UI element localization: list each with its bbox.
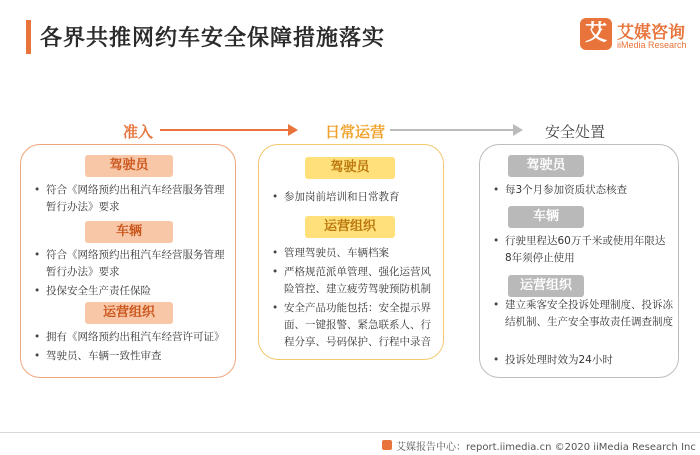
list-item: • 参加岗前培训和日常教育 <box>271 189 439 206</box>
logo-name-en: iiMedia Research <box>617 40 687 50</box>
tag-vehicle: 车辆 <box>85 221 173 243</box>
card-safety <box>479 144 679 378</box>
brand-logo <box>580 18 690 58</box>
tag-driver: 驾驶员 <box>85 155 173 177</box>
list-item: • 严格规范派单管理、强化运营风险管控、建立疲劳驾驶预防机制 <box>271 264 441 298</box>
list-item: • 投保安全生产责任保险 <box>33 283 229 300</box>
list-item: • 行驶里程达60万千米或使用年限达8年须停止使用 <box>492 233 668 267</box>
list-item: • 符合《网络预约出租汽车经营服务管理暂行办法》要求 <box>33 182 229 216</box>
stage-safety-label: 安全处置 <box>544 123 605 141</box>
list-item: • 投诉处理时效为24小时 <box>492 352 672 369</box>
logo-name-cn: 艾媒咨询 <box>617 23 685 43</box>
tag-driver: 驾驶员 <box>305 157 395 179</box>
list-item: • 每3个月参加资质状态核查 <box>492 182 672 199</box>
list-item: • 符合《网络预约出租汽车经营服务管理暂行办法》要求 <box>33 247 229 281</box>
footer-source: 艾媒报告中心：report.iimedia.cn ©2020 iiMedia Research Inc <box>396 442 696 453</box>
title-accent-bar <box>26 20 31 54</box>
arrow-head-icon <box>288 124 298 136</box>
card-entry <box>20 144 236 378</box>
list-item: • 驾驶员、车辆一致性审查 <box>33 348 229 365</box>
stage-daily-label: 日常运营 <box>324 123 385 141</box>
tag-operation: 运营组织 <box>508 275 584 297</box>
tag-driver: 驾驶员 <box>508 155 584 177</box>
footer-divider <box>0 432 700 433</box>
stage-entry-label: 准入 <box>122 123 153 141</box>
arrow-daily-to-safety <box>390 129 515 131</box>
arrow-entry-to-daily <box>160 129 290 131</box>
list-item: • 管理驾驶员、车辆档案 <box>271 245 439 262</box>
logo-icon: 艾 <box>580 18 612 50</box>
page-title: 各界共推网约车安全保障措施落实 <box>40 26 386 51</box>
tag-operation: 运营组织 <box>305 216 395 238</box>
arrow-head-icon <box>513 124 523 136</box>
list-item: • 建立乘客安全投诉处理制度、投诉冻结机制、生产安全事故责任调查制度 <box>492 297 674 331</box>
tag-operation: 运营组织 <box>85 302 173 324</box>
tag-vehicle: 车辆 <box>508 206 584 228</box>
list-item: • 安全产品功能包括：安全提示界面、一键报警、紧急联系人、行程分享、号码保护、行程中录音 <box>271 300 441 351</box>
list-item: • 拥有《网络预约出租汽车经营许可证》 <box>33 329 233 346</box>
card-daily <box>258 144 444 360</box>
report-icon <box>382 440 392 450</box>
